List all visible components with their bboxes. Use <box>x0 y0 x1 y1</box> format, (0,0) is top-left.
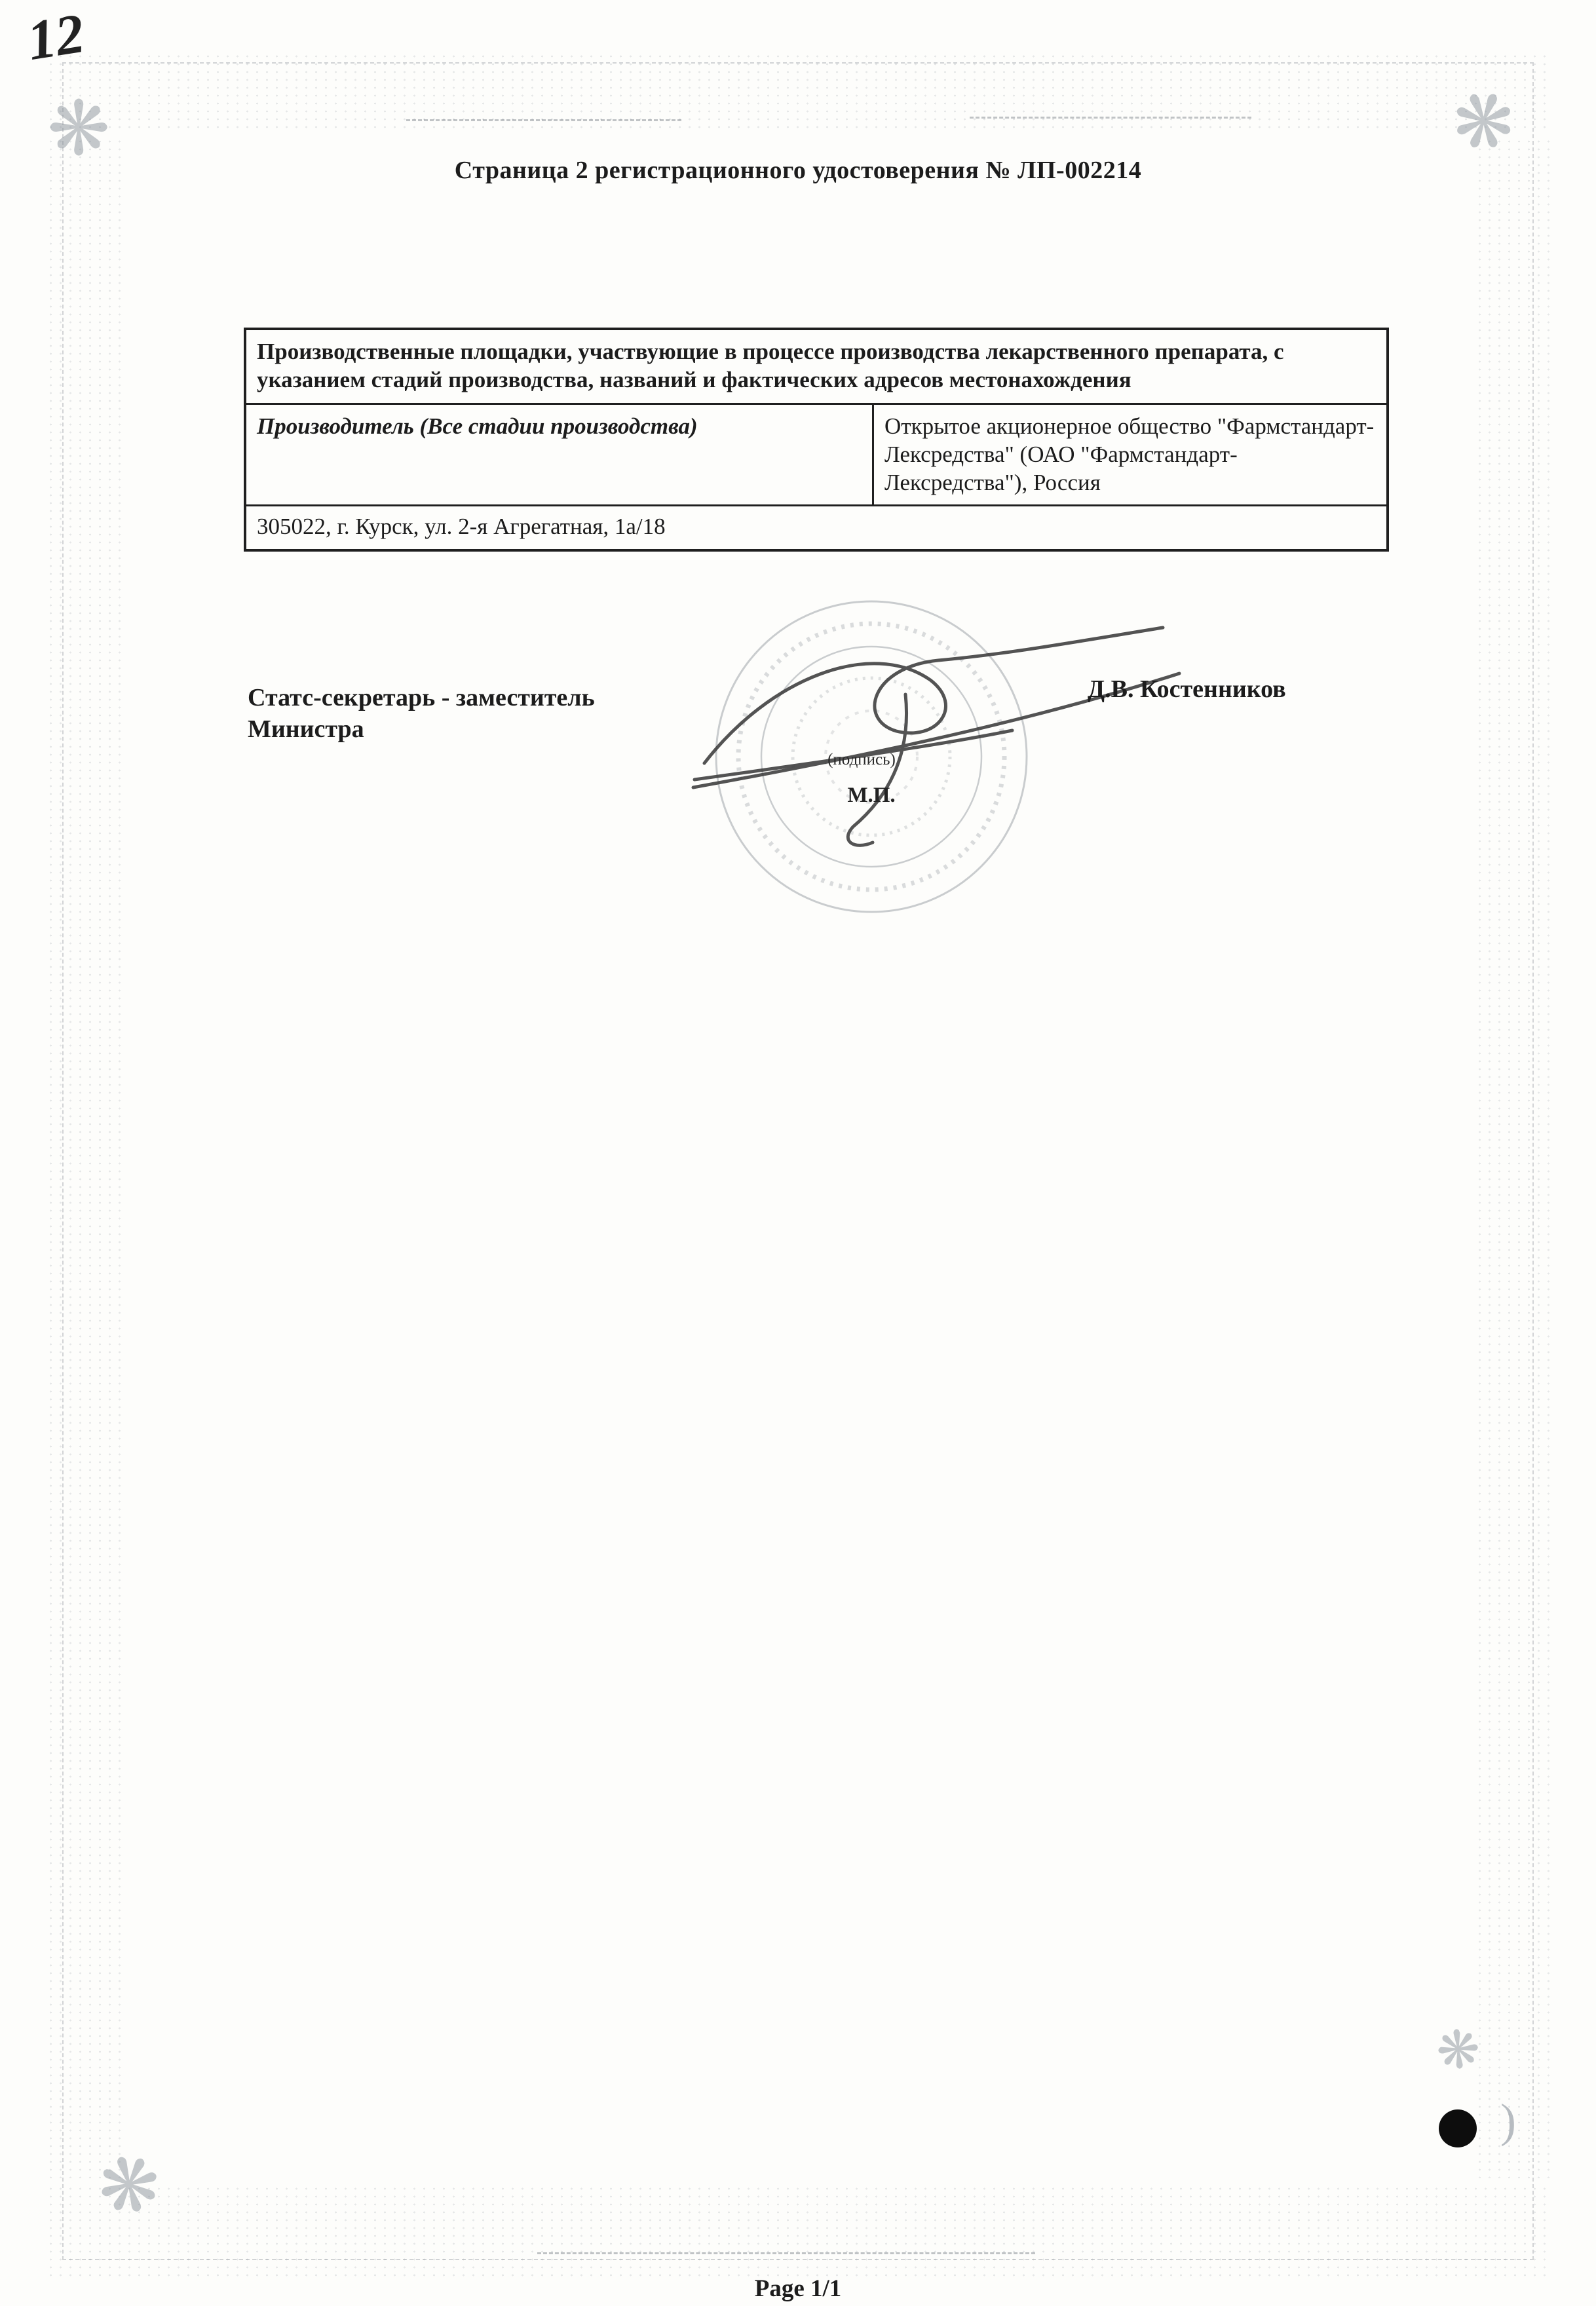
production-sites-table <box>244 328 1389 552</box>
border-speckle-right <box>1475 138 1550 2178</box>
corner-rosette-icon: ❋ <box>1421 2014 1492 2087</box>
handwritten-page-number: 12 <box>23 1 88 73</box>
corner-rosette-icon: ❋ <box>86 2137 173 2236</box>
border-dash-segment <box>970 117 1251 119</box>
border-dash-segment <box>406 119 681 121</box>
punch-hole-dot <box>1439 2109 1477 2147</box>
stamp-caption: М.П. <box>847 784 896 807</box>
official-stamp <box>655 563 1310 983</box>
border-speckle-left <box>46 138 121 2178</box>
producer-label-cell: Производитель (Все стадии производства) <box>246 405 874 504</box>
corner-rosette-icon: ❋ <box>1437 72 1528 174</box>
border-dash-segment <box>537 2252 1035 2254</box>
signatory-name: Д.В. Костенников <box>1088 675 1286 703</box>
address-cell: 305022, г. Курск, ул. 2-я Агрегатная, 1а/18 <box>257 514 666 540</box>
page-footer: Page 1/1 <box>754 2275 842 2302</box>
border-bracket-mark: ) <box>1500 2094 1516 2147</box>
producer-value-cell: Открытое акционерное общество "Фармстандарт-Лексредства" (ОАО "Фармстандарт-Лексредства"), Россия <box>884 413 1375 495</box>
signature-scribble <box>693 628 1179 845</box>
corner-rosette-icon: ❋ <box>47 88 111 171</box>
table-row <box>246 405 1386 506</box>
border-speckle-bottom <box>46 2185 1550 2277</box>
signatory-title: Статс-секретарь - заместитель Министра <box>248 684 595 743</box>
border-speckle-top <box>46 52 1550 131</box>
table-header: Производственные площадки, участвующие в процессе производства лекарственного препарата, с указанием стадий производства, названий и фактических адресов местонахождения <box>246 330 1386 405</box>
page-title: Страница 2 регистрационного удостоверения № ЛП-002214 <box>454 157 1142 184</box>
signature-caption: (подпись) <box>827 751 896 768</box>
